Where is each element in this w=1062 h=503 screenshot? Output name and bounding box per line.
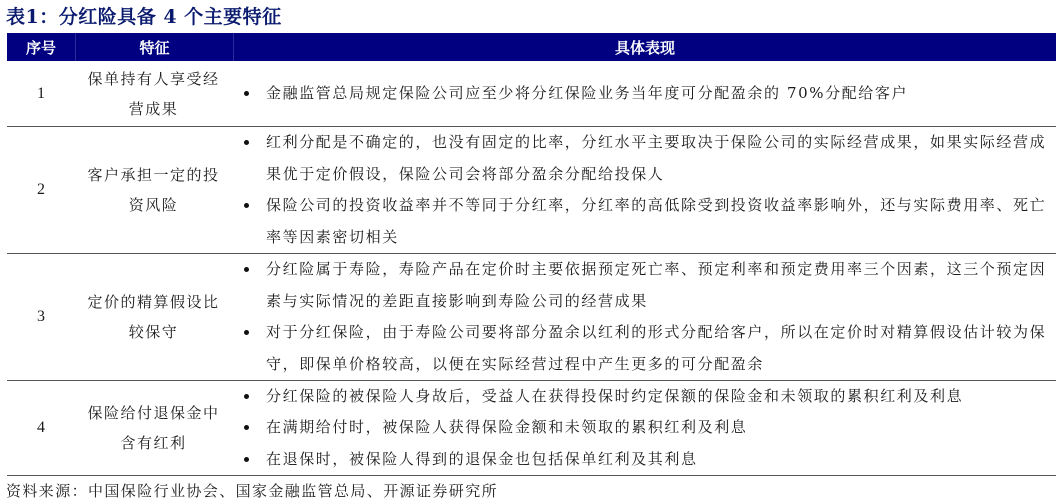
row-details: [232, 254, 1056, 380]
header-feature: 特征: [76, 33, 234, 61]
row-feature: 保险给付退保金中含有红利: [87, 404, 220, 452]
row-feature: 定价的精算假设比较保守: [87, 293, 220, 341]
row-number: 2: [37, 181, 45, 198]
detail-bullet: 金融监管总局规定保险公司应至少将分红保险业务当年度可分配盈余的 70%分配给客户: [232, 78, 1056, 110]
header-number: 序号: [7, 33, 76, 61]
row-feature: 客户承担一定的投资风险: [87, 166, 220, 214]
detail-bullet: 分红险属于寿险，寿险产品在定价时主要依据预定死亡率、预定利率和预定费用率三个因素，这三个预定因素与实际情况的差距直接影响到寿险公司的经营成果: [232, 254, 1056, 317]
detail-bullet: 对于分红保险，由于寿险公司要将部分盈余以红利的形式分配给客户，所以在定价时对精算假设估计较为保守，即保单价格较高，以便在实际经营过程中产生更多的可分配盈余: [232, 317, 1056, 380]
row-details: [232, 381, 1056, 476]
detail-bullet: 在退保时，被保险人得到的退保金也包括保单红利及其利息: [232, 444, 1056, 476]
detail-bullet: 在满期给付时，被保险人获得保险金额和未领取的累积红利及利息: [232, 412, 1056, 444]
detail-bullet: 红利分配是不确定的，也没有固定的比率，分红水平主要取决于保险公司的实际经营成果，如果实际经营成果优于定价假设，保险公司会将部分盈余分配给投保人: [232, 127, 1056, 190]
row-feature: 保单持有人享受经营成果: [87, 69, 220, 118]
table-title: 表1：分红险具备 4 个主要特征: [6, 6, 282, 28]
source-note: 资料来源：中国保险行业协会、国家金融监管总局、开源证券研究所: [6, 482, 499, 500]
row-number: 3: [37, 308, 45, 325]
row-number: 1: [37, 84, 45, 102]
features-table: [7, 33, 1056, 476]
detail-bullet: 保险公司的投资收益率并不等同于分红率，分红率的高低除受到投资收益率影响外，还与实际费用率、死亡率等因素密切相关: [232, 190, 1056, 253]
table-row: [7, 381, 1056, 476]
row-details: [232, 78, 1056, 110]
row-number: 4: [37, 419, 45, 436]
row-details: [232, 127, 1056, 253]
header-details: 具体表现: [614, 38, 675, 57]
table-row: [7, 254, 1056, 381]
detail-bullet: 分红保险的被保险人身故后，受益人在获得投保时约定保额的保险金和未领取的累积红利及利息: [232, 381, 1056, 413]
table-header: [7, 33, 1056, 61]
table-row: [7, 127, 1056, 254]
table-row: [7, 61, 1056, 127]
